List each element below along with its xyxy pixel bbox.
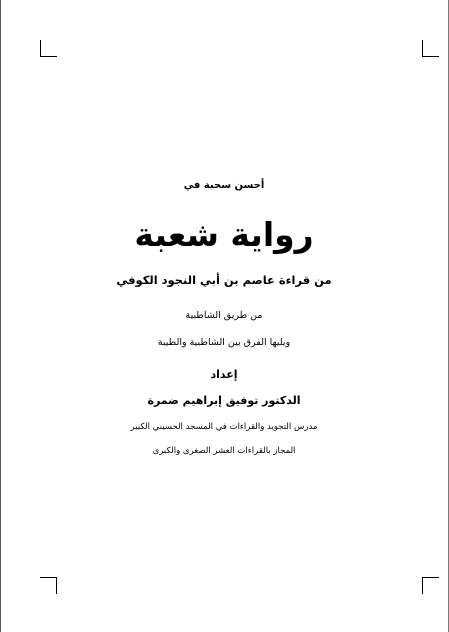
pre-title: أحسن سحبة في xyxy=(183,180,265,191)
author-name: الدكتور توفيق إبراهيم ضمرة xyxy=(147,394,301,407)
book-subtitle: من قراءة عاصم بن أبي النجود الكوفي xyxy=(116,273,332,287)
route-line: من طريق الشاطبية xyxy=(185,310,263,321)
author-role: مدرس التجويد والقراءات في المسجد الحسيني الكبير xyxy=(130,422,318,432)
crop-mark-top-left-vertical xyxy=(40,40,41,57)
crop-mark-bottom-right-horizontal xyxy=(422,577,439,578)
book-title: رواية شعبة xyxy=(134,215,314,254)
crop-mark-bottom-left-horizontal xyxy=(40,577,57,578)
crop-mark-top-right-vertical xyxy=(422,40,423,57)
author-license: المجاز بالقراءات العشر الصغرى والكبرى xyxy=(152,446,296,456)
followed-by-line: ويليها الفرق بين الشاطبية والطيبة xyxy=(157,337,291,348)
prepared-by-label: إعداد xyxy=(210,368,238,381)
crop-mark-top-right-horizontal xyxy=(422,56,439,57)
crop-mark-bottom-right-vertical xyxy=(422,577,423,594)
crop-mark-top-left-horizontal xyxy=(40,56,57,57)
crop-mark-bottom-left-vertical xyxy=(56,577,57,594)
